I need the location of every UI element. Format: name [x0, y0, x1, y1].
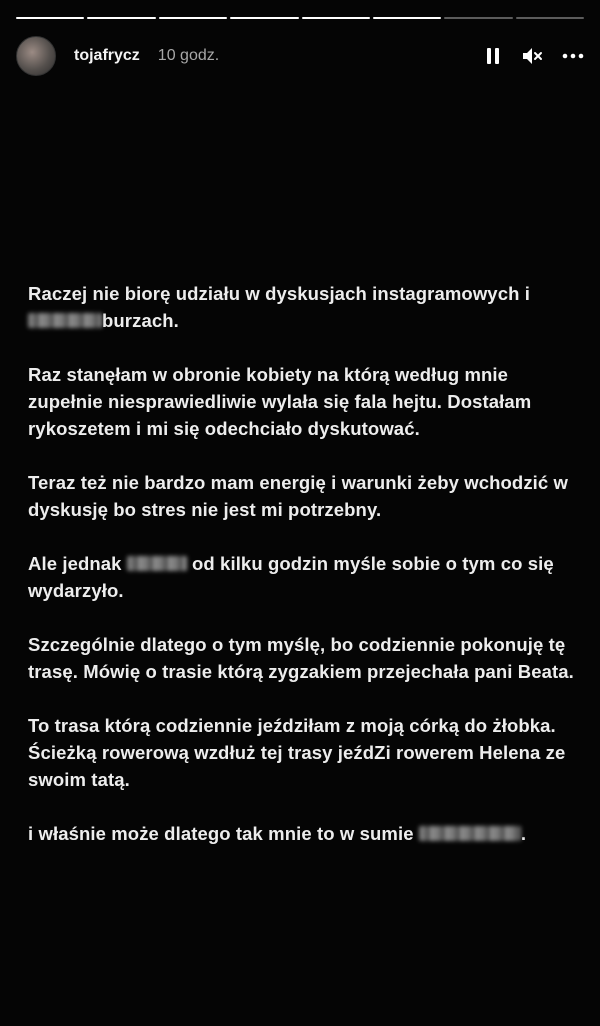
story-text [28, 280, 580, 874]
progress-segment [516, 17, 584, 19]
text-span: i właśnie może dlatego tak mnie to w sumie [28, 823, 419, 844]
paragraph: To trasa którą codziennie jeździłam z moją córką do żłobka. Ścieżką rowerową wzdłuż tej trasy jeźdZi rowerem Helena ze swoim tatą. [28, 715, 566, 790]
redacted-word [28, 313, 102, 328]
text-span: Raczej nie biorę udziału w dyskusjach instagramowych i [28, 283, 530, 304]
pause-icon[interactable] [482, 45, 504, 67]
progress-segment [230, 17, 298, 19]
post-time: 10 godz. [157, 47, 220, 64]
story-header [16, 36, 584, 76]
paragraph: Teraz też nie bardzo mam energię i warunki żeby wchodzić w dyskusję bo stres nie jest mi potrzebny. [28, 472, 569, 520]
text-span: burzach. [102, 310, 179, 331]
progress-segment [159, 17, 227, 19]
more-icon[interactable] [562, 45, 584, 67]
paragraph: Szczególnie dlatego o tym myślę, bo codziennie pokonuję tę trasę. Mówię o trasie którą zygzakiem przejechała pani Beata. [28, 634, 574, 682]
redacted-word [127, 556, 187, 571]
text-span: od kilku godzin myśle sobie o tym co się wydarzyło. [28, 553, 554, 601]
progress-segment [302, 17, 370, 19]
story-controls [482, 45, 584, 67]
username[interactable]: tojafrycz [74, 47, 140, 64]
paragraph [28, 820, 580, 847]
text-span: Ale jednak [28, 553, 127, 574]
paragraph: Raz stanęłam w obronie kobiety na którą według mnie zupełnie niesprawiedliwie wylała się fala hejtu. Dostałam rykoszetem i mi się odechciało dyskutować. [28, 364, 532, 439]
paragraph [28, 280, 580, 334]
redacted-word [419, 826, 521, 841]
mute-icon[interactable] [522, 45, 544, 67]
paragraph [28, 550, 580, 604]
progress-segment [373, 17, 441, 19]
progress-segment [87, 17, 155, 19]
progress-segment [16, 17, 84, 19]
text-span: . [520, 823, 527, 844]
progress-segment [444, 17, 512, 19]
story-progress-bar [16, 17, 584, 19]
avatar[interactable] [16, 36, 56, 76]
